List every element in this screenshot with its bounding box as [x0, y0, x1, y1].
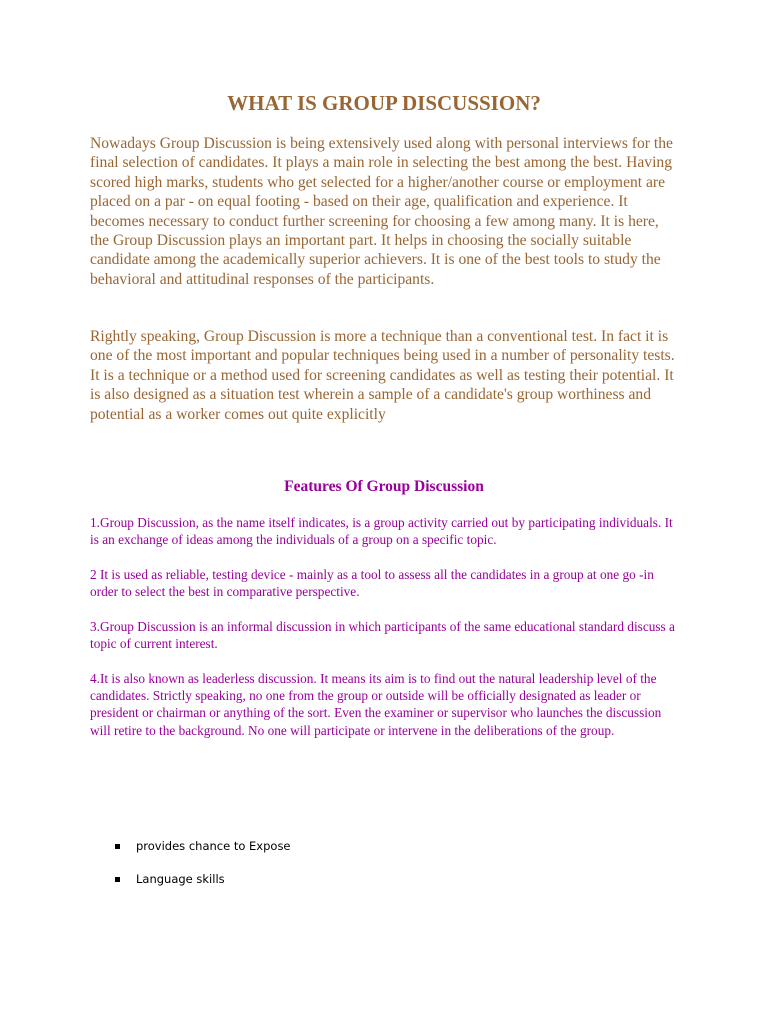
- bullet-list: [113, 838, 291, 904]
- square-bullet-icon: [115, 844, 120, 849]
- square-bullet-icon: [115, 877, 120, 882]
- bullet-item-expose: [113, 838, 291, 855]
- bullet-item-language-skills: [113, 871, 291, 888]
- feature-item-2: 2 It is used as reliable, testing device - mainly as a tool to assess all the candidates in a group at one go -in order to select the best in comparative perspective.: [90, 567, 654, 600]
- bullet-item-label: provides chance to Expose: [136, 839, 291, 853]
- intro-paragraph-1: Nowadays Group Discussion is being extensively used along with personal interviews for the final selection of candidates. It plays a main role in selecting the best among the best. Having scored high marks, students who get selected for a higher/another course or employment are placed on a par - on equal footing - based on their age, qualification and experience. It becomes necessary to conduct further screening for choosing a few among many. It is here, the Group Discussion plays an important part. It helps in choosing the socially suitable candidate among the academically superior achievers. It is one of the best tools to study the behavioral and attitudinal responses of the participants.: [90, 135, 673, 288]
- features-heading: Features Of Group Discussion: [284, 478, 484, 495]
- feature-item-3: 3.Group Discussion is an informal discussion in which participants of the same educational standard discuss a topic of current interest.: [90, 619, 675, 652]
- bullet-item-label: Language skills: [136, 872, 225, 886]
- intro-paragraph-2: Rightly speaking, Group Discussion is more a technique than a conventional test. In fact it is one of the most important and popular techniques being used in a number of personality tests. It is a technique or a method used for screening candidates as well as testing their potential. It is also designed as a situation test wherein a sample of a candidate's group worthiness and potential as a worker comes out quite explicitly: [90, 328, 675, 423]
- page-title: WHAT IS GROUP DISCUSSION?: [227, 91, 541, 115]
- feature-item-1: 1.Group Discussion, as the name itself indicates, is a group activity carried out by participating individuals. It is an exchange of ideas among the individuals of a group on a specific topic.: [90, 515, 673, 548]
- feature-item-4: 4.It is also known as leaderless discussion. It means its aim is to find out the natural leadership level of the candidates. Strictly speaking, no one from the group or outside will be officially designated as leader or president or chairman or anything of the sort. Even the examiner or supervisor who launches the discussion will retire to the background. No one will participate or intervene in the deliberations of the group.: [90, 671, 662, 738]
